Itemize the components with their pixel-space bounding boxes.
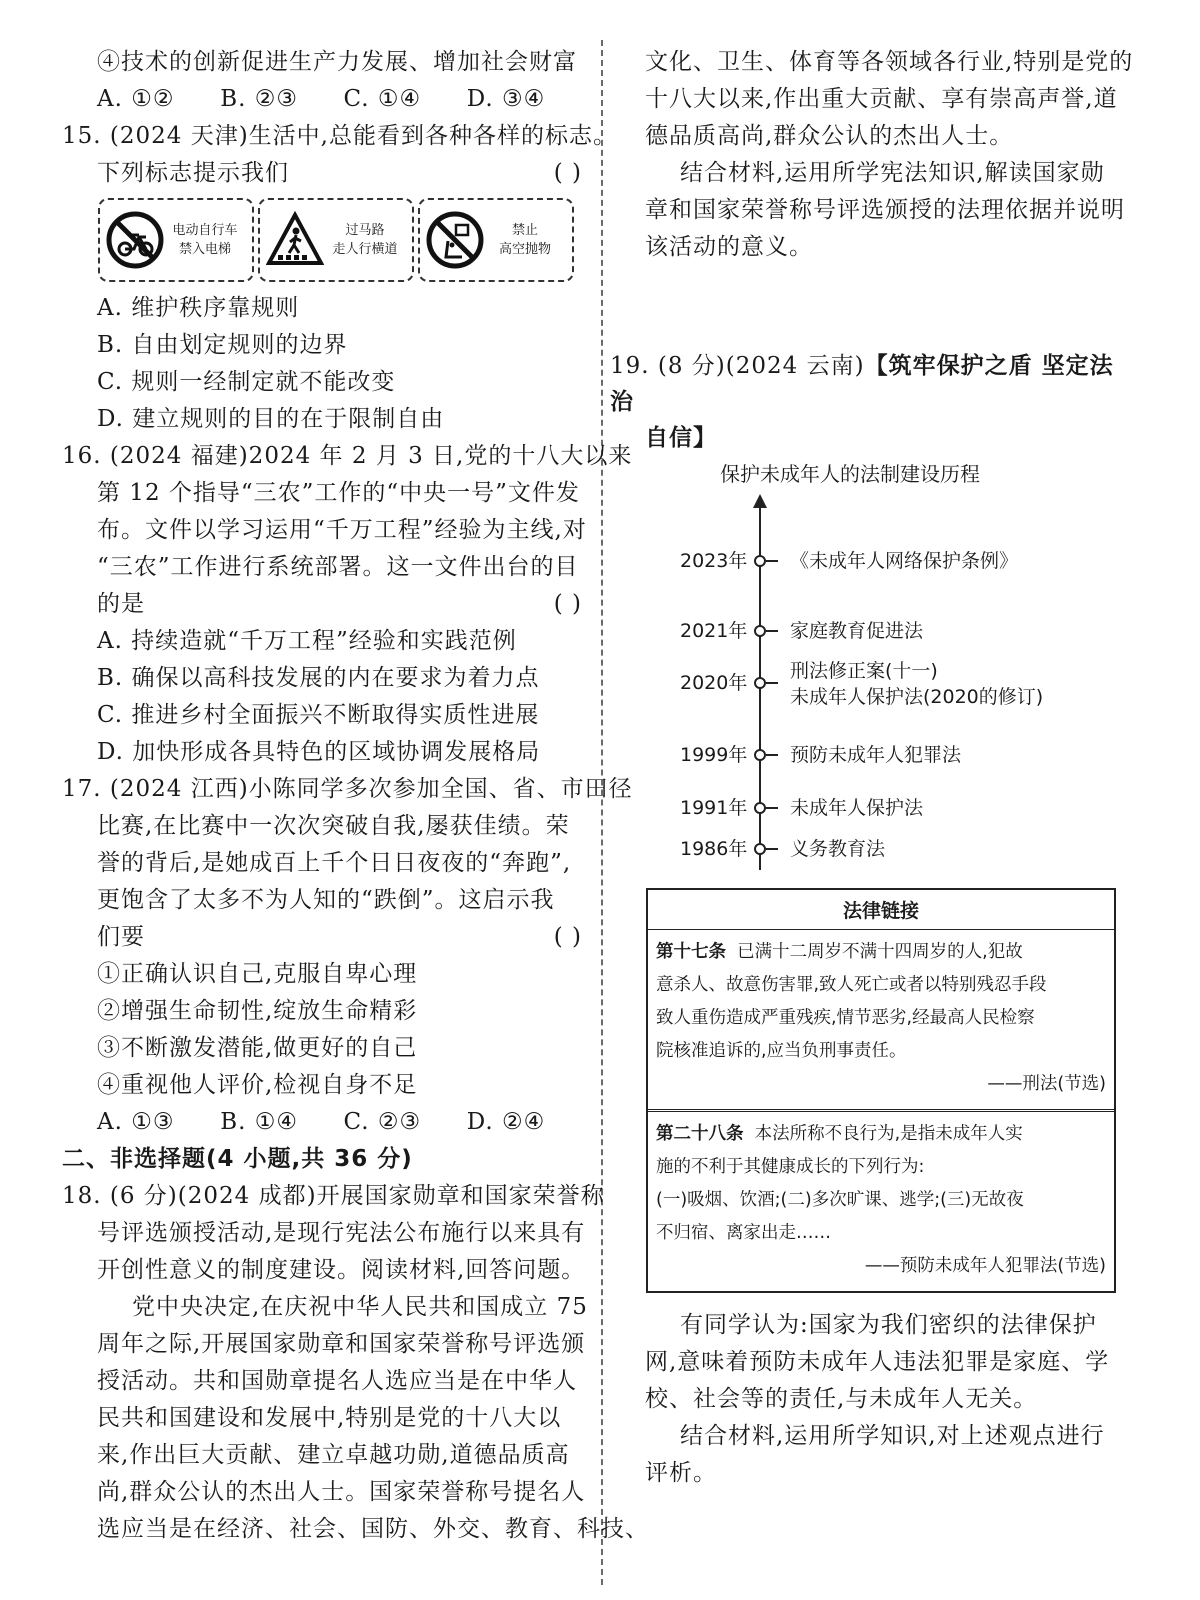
- q17-stem-line3: 誉的背后,是她成百上千个日日夜夜的“奔跑”,: [97, 850, 572, 876]
- q16-answer-blank: ( ): [553, 591, 582, 617]
- q19-view-line1: 有同学认为:国家为我们密织的法律保护: [680, 1312, 1097, 1338]
- article-17-source: ——刑法(节选): [987, 1074, 1106, 1094]
- q15-option-d: D. 建立规则的目的在于限制自由: [97, 406, 445, 432]
- q19-timeline: [610, 456, 1130, 876]
- timeline-event-2: 未成年人保护法(2020的修订): [790, 686, 1044, 708]
- article-28-line4: 不归宿、离家出走……: [656, 1223, 831, 1243]
- article-17-line1: 已满十二周岁不满十四周岁的人,犯故: [737, 942, 1023, 962]
- q17-item2: ②增强生命韧性,绽放生命精彩: [97, 998, 418, 1024]
- q18-cont-line1: 文化、卫生、体育等各领域各行业,特别是党的: [645, 49, 1134, 75]
- q17-stem-line1: 17. (2024 江西)小陈同学多次参加全国、省、市田径: [62, 776, 633, 802]
- timeline-event: 刑法修正案(十一): [790, 660, 938, 682]
- timeline-event: 《未成年人网络保护条例》: [790, 550, 1019, 572]
- q15-stem-line2: [62, 155, 590, 192]
- q18-material-line5: 来,作出巨大贡献、建立卓越功勋,道德品质高: [97, 1442, 570, 1468]
- timeline-node: [754, 625, 766, 637]
- q17-option-a: A. ①③: [97, 1109, 175, 1135]
- q15-option-c: C. 规则一经制定就不能改变: [97, 369, 396, 395]
- q18-material-line6: 尚,群众公认的杰出人士。国家荣誉称号提名人: [97, 1479, 586, 1505]
- sign-crosswalk: [258, 198, 414, 282]
- timeline-year: 1999年: [680, 744, 748, 766]
- q16-option-c: C. 推进乡村全面振兴不断取得实质性进展: [97, 702, 540, 728]
- timeline-event: 家庭教育促进法: [790, 620, 924, 642]
- article-17-line4: 院核准追诉的,应当负刑事责任。: [656, 1041, 907, 1061]
- sign-no-ebike: [98, 198, 254, 282]
- q17-option-d: D. ②④: [466, 1109, 546, 1135]
- q16-stem-line1: 16. (2024 福建)2024 年 2 月 3 日,党的十八大以来: [62, 443, 633, 469]
- q16-stem-text: 的是: [97, 591, 145, 617]
- q15-stem-text: 下列标志提示我们: [97, 160, 289, 186]
- q15-answer-blank: ( ): [553, 160, 582, 186]
- q19-view-line2: 网,意味着预防未成年人违法犯罪是家庭、学: [645, 1349, 1110, 1375]
- no-ebike-icon: [106, 211, 164, 269]
- sign-crosswalk-line2: 走人行横道: [332, 242, 398, 257]
- q17-option-b: B. ①④: [220, 1109, 299, 1135]
- q18-material-line1: 党中央决定,在庆祝中华人民共和国成立 75: [132, 1294, 588, 1320]
- article-28-line3: (一)吸烟、饮酒;(二)多次旷课、逃学;(三)无故夜: [656, 1190, 1024, 1210]
- q16-stem-line5: [62, 586, 590, 623]
- sign-no-ebike-line2: 禁入电梯: [178, 242, 231, 257]
- article-28-label: 第二十八条: [656, 1124, 744, 1144]
- sign-no-throwing-line1: 禁止: [511, 223, 538, 238]
- q19-topic-cont: 自信】: [645, 425, 717, 451]
- q18-material-line2: 周年之际,开展国家勋章和国家荣誉称号评选颁: [97, 1331, 586, 1357]
- sign-no-ebike-label: [164, 221, 246, 259]
- column-divider: [601, 40, 603, 1585]
- sign-no-throwing: [418, 198, 574, 282]
- timeline-year: 1986年: [680, 838, 748, 860]
- sign-no-throwing-label: [484, 221, 566, 259]
- q19-number: 19. (8 分)(2024 云南): [610, 353, 865, 379]
- q18-cont-line3: 德品质高尚,群众公认的杰出人士。: [645, 123, 1014, 149]
- q19-task-line2: 评析。: [645, 1460, 717, 1486]
- timeline-year: 2021年: [680, 620, 748, 642]
- article-17-label: 第十七条: [656, 942, 726, 962]
- timeline-node: [754, 555, 766, 567]
- q17-item3: ③不断激发潜能,做更好的自己: [97, 1035, 418, 1061]
- q19-heading: [610, 348, 1130, 420]
- q18-material-line4: 民共和国建设和发展中,特别是党的十八大以: [97, 1405, 562, 1431]
- q14-option-d: D. ③④: [466, 86, 546, 112]
- law-link-box: [646, 888, 1116, 1293]
- q16-stem-line3: 布。文件以学习运用“千万工程”经验为主线,对: [97, 517, 587, 543]
- sign-crosswalk-label: [324, 221, 406, 259]
- q17-options: [62, 1104, 590, 1141]
- article-17-line2: 意杀人、故意伤害罪,致人死亡或者以特别残忍手段: [656, 975, 1047, 995]
- q16-stem-line2: 第 12 个指导“三农”工作的“中央一号”文件发: [97, 480, 580, 506]
- timeline-node: [754, 677, 766, 689]
- timeline-year: 2023年: [680, 550, 748, 572]
- q19-task-line1: 结合材料,运用所学知识,对上述观点进行: [680, 1423, 1105, 1449]
- left-column: [62, 44, 649, 1548]
- q19-view-line3: 校、社会等的责任,与未成年人无关。: [645, 1386, 1038, 1412]
- q16-option-b: B. 确保以高科技发展的内在要求为着力点: [97, 665, 540, 691]
- q17-stem-line2: 比赛,在比赛中一次次突破自我,屡获佳绩。荣: [97, 813, 570, 839]
- q18-stem-line1: 18. (6 分)(2024 成都)开展国家勋章和国家荣誉称: [62, 1183, 605, 1209]
- q14-option-b: B. ②③: [220, 86, 299, 112]
- q14-option-c: C. ①④: [343, 86, 422, 112]
- law-box-title: 法律链接: [648, 890, 1114, 930]
- timeline-node: [754, 843, 766, 855]
- q16-option-d: D. 加快形成各具特色的区域协调发展格局: [97, 739, 541, 765]
- q15-option-b: B. 自由划定规则的边界: [97, 332, 348, 358]
- q18-stem-line2: 号评选颁授活动,是现行宪法公布施行以来具有: [97, 1220, 586, 1246]
- q18-task-line1: 结合材料,运用所学宪法知识,解读国家勋: [680, 160, 1105, 186]
- law-article-28: [648, 1109, 1114, 1291]
- q15-signs: [98, 198, 590, 282]
- sign-no-ebike-line1: 电动自行车: [172, 223, 238, 238]
- timeline-node: [754, 749, 766, 761]
- crosswalk-icon: [266, 211, 324, 269]
- timeline-event: 预防未成年人犯罪法: [790, 744, 962, 766]
- q17-answer-blank: ( ): [553, 924, 582, 950]
- sign-crosswalk-line1: 过马路: [345, 223, 385, 238]
- law-article-17: [648, 930, 1114, 1109]
- article-28-source: ——预防未成年人犯罪法(节选): [864, 1256, 1106, 1276]
- q18-task-line2: 章和国家荣誉称号评选颁授的法理依据并说明: [645, 197, 1125, 223]
- q15-option-a: A. 维护秩序靠规则: [97, 295, 300, 321]
- section-heading-nonchoice: 二、非选择题(4 小题,共 36 分): [62, 1146, 413, 1172]
- q17-item1: ①正确认识自己,克服自卑心理: [97, 961, 418, 987]
- q15-stem-line1: 15. (2024 天津)生活中,总能看到各种各样的标志。: [62, 123, 617, 149]
- article-28-line1: 本法所称不良行为,是指未成年人实: [754, 1124, 1023, 1144]
- q17-stem-line4: 更饱含了太多不为人知的“跌倒”。这启示我: [97, 887, 555, 913]
- q17-item4: ④重视他人评价,检视自身不足: [97, 1072, 418, 1098]
- q17-option-c: C. ②③: [343, 1109, 422, 1135]
- q18-task-line3: 该活动的意义。: [645, 234, 813, 260]
- q14-item4: ④技术的创新促进生产力发展、增加社会财富: [97, 49, 577, 75]
- q17-stem-text: 们要: [97, 924, 145, 950]
- sign-no-throwing-line2: 高空抛物: [498, 242, 551, 257]
- q14-options: [62, 81, 590, 118]
- q18-material-line7: 选应当是在经济、社会、国防、外交、教育、科技、: [97, 1516, 649, 1542]
- q19-topic: 【筑牢保护之盾 坚定法治: [610, 353, 1114, 415]
- timeline-event: 未成年人保护法: [790, 797, 924, 819]
- q18-stem-line3: 开创性意义的制度建设。阅读材料,回答问题。: [97, 1257, 586, 1283]
- timeline-year: 2020年: [680, 672, 748, 694]
- q16-option-a: A. 持续造就“千万工程”经验和实践范例: [97, 628, 517, 654]
- q18-cont-line2: 十八大以来,作出重大贡献、享有崇高声誉,道: [645, 86, 1118, 112]
- timeline-node: [754, 802, 766, 814]
- timeline-year: 1991年: [680, 797, 748, 819]
- timeline-title: 保护未成年人的法制建设历程: [720, 462, 980, 486]
- no-throwing-icon: [426, 211, 484, 269]
- q17-stem-line5: [62, 919, 590, 956]
- article-17-line3: 致人重伤造成严重残疾,情节恶劣,经最高人民检察: [656, 1008, 1035, 1028]
- q18-material-line3: 授活动。共和国勋章提名人选应当是在中华人: [97, 1368, 577, 1394]
- article-28-line2: 施的不利于其健康成长的下列行为:: [656, 1157, 925, 1177]
- timeline-event: 义务教育法: [790, 838, 886, 860]
- right-column: [610, 44, 1134, 1492]
- q16-stem-line4: “三农”工作进行系统部署。这一文件出台的目: [97, 554, 579, 580]
- q14-option-a: A. ①②: [97, 86, 175, 112]
